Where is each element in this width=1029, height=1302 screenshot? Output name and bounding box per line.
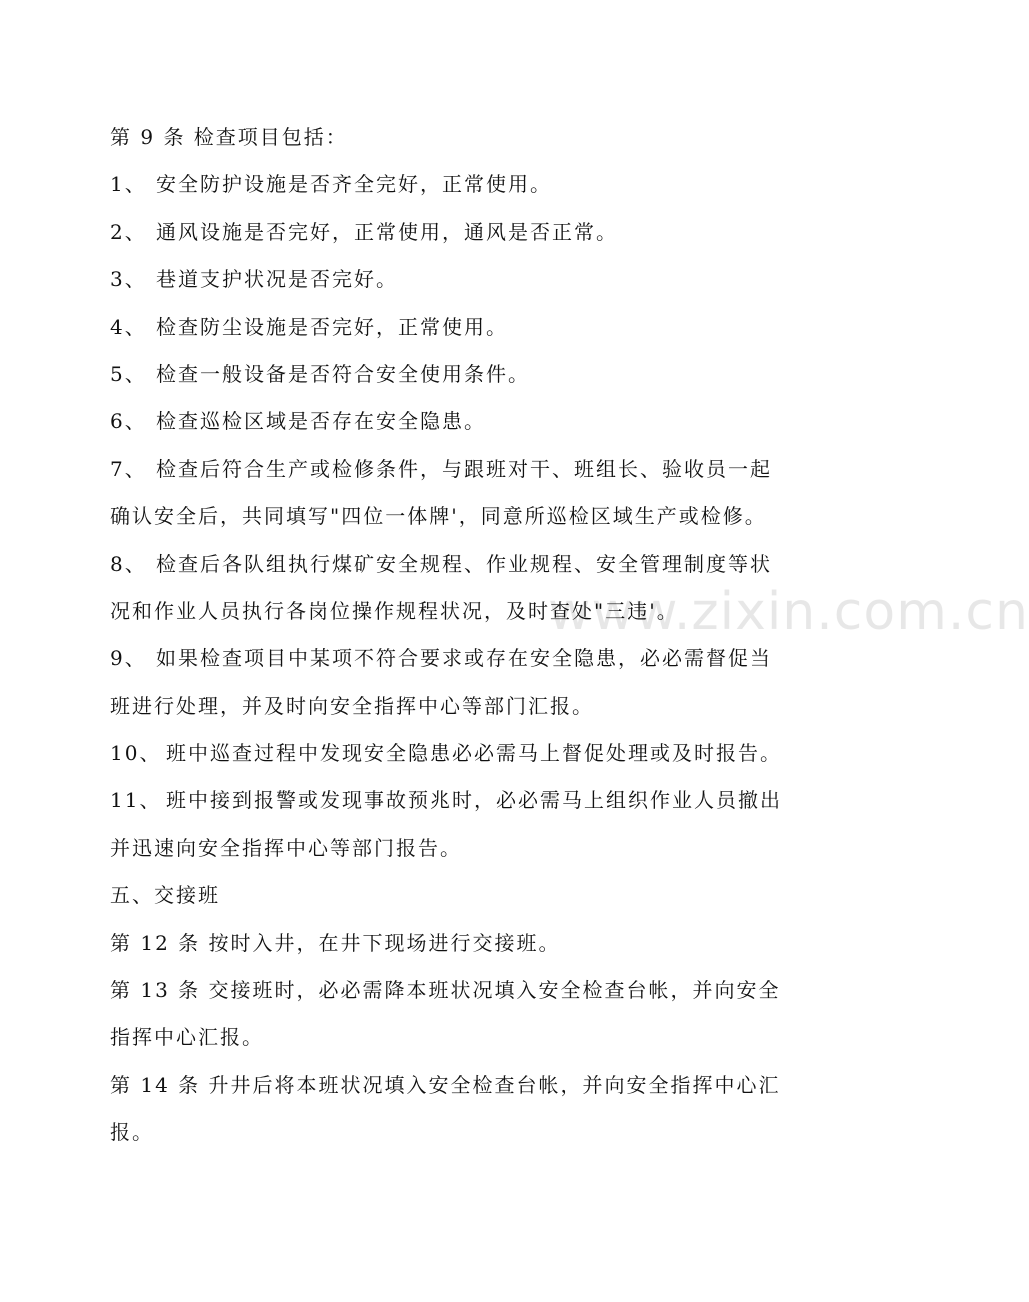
item-text: 检查后各队组执行煤矿安全规程、作业规程、安全管理制度等状 (156, 551, 772, 576)
item-number: 1、 (110, 172, 147, 197)
section-5-heading: 五、交接班 (110, 883, 220, 908)
list-item (110, 351, 822, 398)
item-number: 9、 (110, 646, 147, 671)
list-item (110, 161, 822, 208)
item-continuation: 班进行处理，并及时向安全指挥中心等部门汇报。 (110, 693, 594, 718)
item-continuation: 确认安全后，共同填写"四位一体牌'，同意所巡检区域生产或检修。 (110, 504, 767, 529)
article-13-continuation: 指挥中心汇报。 (110, 1025, 264, 1050)
item-text: 通风设施是否完好，正常使用，通风是否正常。 (156, 219, 618, 244)
article-14: 第 14 条 升井后将本班状况填入安全检查台帐，并向安全指挥中心汇 (110, 1072, 781, 1097)
item-text: 检查后符合生产或检修条件，与跟班对干、班组长、验收员一起 (156, 456, 772, 481)
item-number: 5、 (110, 361, 147, 386)
item-number: 2、 (110, 219, 147, 244)
list-item (110, 541, 822, 588)
item-number: 3、 (110, 267, 147, 292)
item-number: 6、 (110, 409, 147, 434)
list-item (110, 209, 822, 256)
list-item (110, 398, 822, 445)
list-item (110, 304, 822, 351)
article-13: 第 13 条 交接班时，必必需降本班状况填入安全检查台帐，并向安全 (110, 978, 781, 1003)
list-item (110, 446, 822, 493)
item-continuation: 并迅速向安全指挥中心等部门报告。 (110, 835, 462, 860)
item-number: 10、 (110, 741, 162, 766)
list-item (110, 730, 822, 777)
item-text: 如果检查项目中某项不符合要求或存在安全隐患，必必需督促当 (156, 646, 772, 671)
item-number: 4、 (110, 314, 147, 339)
article-9-heading: 第 9 条 检查项目包括： (110, 125, 348, 149)
article-14-continuation: 报。 (110, 1120, 154, 1145)
item-text: 班中接到报警或发现事故预兆时，必必需马上组织作业人员撤出 (166, 788, 782, 813)
watermark-text: www.zixin.com.cn (548, 582, 1029, 642)
item-text: 安全防护设施是否齐全完好，正常使用。 (156, 172, 552, 197)
item-text: 检查巡检区域是否存在安全隐患。 (156, 409, 486, 434)
list-item (110, 256, 822, 303)
item-text: 检查一般设备是否符合安全使用条件。 (156, 361, 530, 386)
item-text: 检查防尘设施是否完好，正常使用。 (156, 314, 508, 339)
item-number: 11、 (110, 788, 162, 813)
list-item (110, 777, 822, 824)
item-continuation: 况和作业人员执行各岗位操作规程状况，及时查处"三违'。 (110, 598, 679, 623)
item-text: 班中巡查过程中发现安全隐患必必需马上督促处理或及时报告。 (166, 741, 782, 766)
article-12: 第 12 条 按时入井，在井下现场进行交接班。 (110, 930, 561, 955)
item-text: 巷道支护状况是否完好。 (156, 267, 398, 292)
document-body (110, 114, 822, 1157)
list-item (110, 635, 822, 682)
item-number: 8、 (110, 551, 147, 576)
item-number: 7、 (110, 456, 147, 481)
